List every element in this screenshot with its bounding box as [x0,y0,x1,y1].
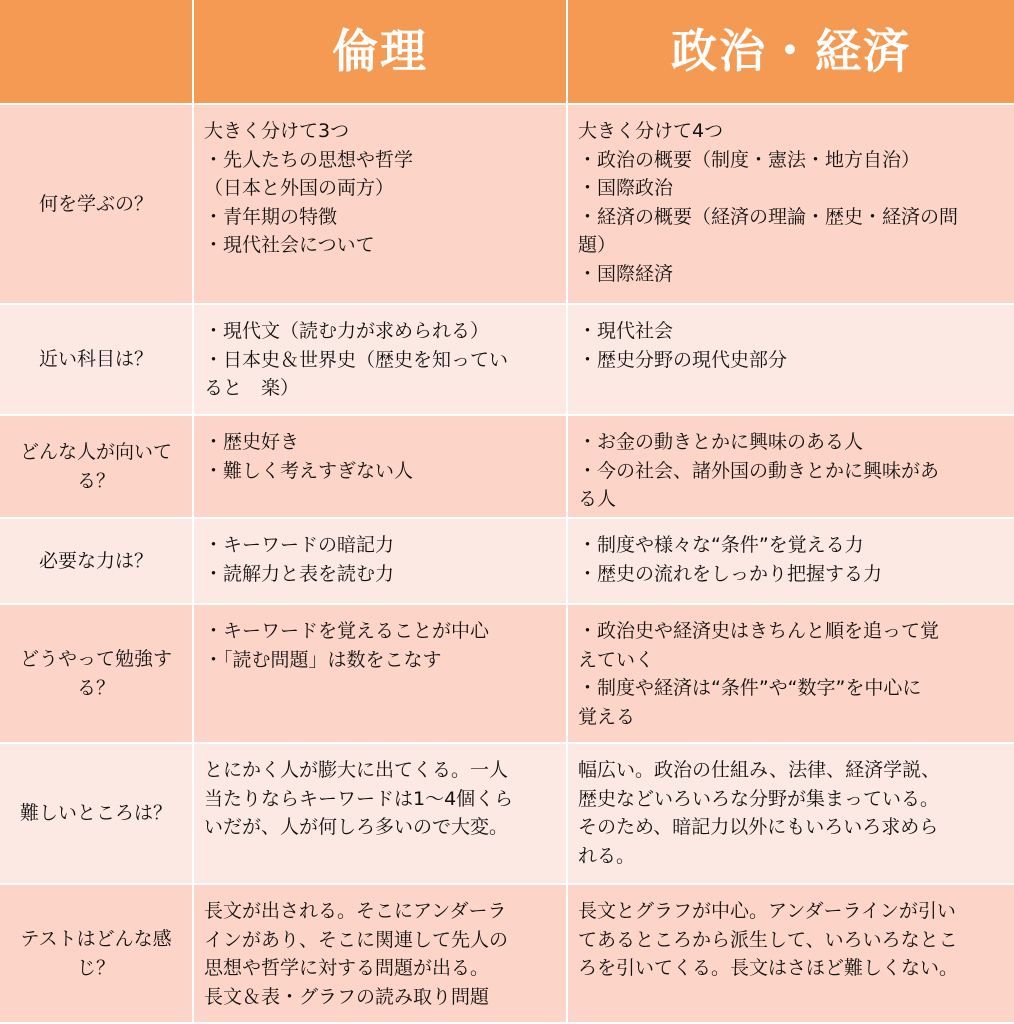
answer-line: ・難しく考えすぎない人 [204,459,414,482]
row-question: 必要な力は？ [0,519,194,605]
header-corner [0,0,194,105]
answer-line: ・政治史や経済史はきちんと順を追って覚 [578,620,940,642]
answer-line: 覚える [578,705,636,728]
row-question: どうやって勉強する？ [0,605,194,744]
answer-line: ・日本史＆世界史（歴史を知ってい [204,348,509,371]
answer-line: ・先人たちの思想や哲学 [204,148,414,171]
answer-line: えていく [578,648,655,671]
answer-line: 幅広い。政治の仕組み、法律、経済学説、 [578,759,941,781]
answer-line: 大きく分けて3つ [204,120,350,142]
answer-line: ・現代社会 [578,320,674,342]
answer-line: ると 楽） [204,377,300,399]
row-question: テストはどんな感じ？ [0,885,194,1024]
answer-line: インがあり、そこに関連して先人の [204,928,509,951]
header-seikei: 政治・経済 [568,0,1014,105]
answer-line: 長文が出される。そこにアンダーラ [204,900,507,922]
seikei-answer [568,105,1014,305]
answer-line: れる。 [578,844,636,867]
answer-line: ・国際政治 [578,177,674,199]
answer-line: ・歴史の流れをしっかり把握する力 [578,562,883,585]
rinri-answer [194,416,568,519]
row-question: 近い科目は？ [0,305,194,416]
answer-line: ・制度や様々な“条件”を覚える力 [578,534,864,556]
answer-line: そのため、暗記力以外にもいろいろ求めら [578,816,939,838]
row-question: 何を学ぶの？ [0,105,194,305]
answer-line: 長文とグラフが中心。アンダーラインが引い [578,900,956,922]
answer-line: ・現代社会について [204,234,375,256]
seikei-answer [568,885,1014,1024]
answer-line: ・政治の概要（制度・憲法・地方自治） [578,148,921,171]
answer-line: ・キーワードを覚えることが中心 [204,620,490,642]
answer-line: ・制度や経済は“条件”や“数字”を中心に [578,677,922,699]
rinri-answer [194,605,568,744]
answer-line: てあるところから派生して、いろいろなとこ [578,928,958,951]
row-question: どんな人が向いてる？ [0,416,194,519]
answer-line: 大きく分けて4つ [578,120,724,142]
rinri-answer [194,744,568,885]
answer-line: 当たりならキーワードは1～4個くら [204,787,514,810]
answer-line: ・歴史分野の現代史部分 [578,348,788,371]
seikei-answer [568,744,1014,885]
answer-line: とにかく人が膨大に出てくる。一人 [204,759,509,781]
answer-line: ・歴史好き [204,431,300,453]
answer-line: ろを引いてくる。長文はさほど難しくない。 [578,957,959,979]
answer-line: ・読解力と表を読む力 [204,562,395,585]
seikei-answer [568,519,1014,605]
seikei-answer [568,605,1014,744]
answer-line: 題） [578,234,617,256]
answer-line: 思想や哲学に対する問題が出る。 [204,957,490,979]
answer-line: ・国際経済 [578,262,674,285]
answer-line: ・お金の動きとかに興味のある人 [578,431,864,453]
rinri-answer [194,885,568,1024]
answer-line: いだが、人が何しろ多いので大変。 [204,816,509,838]
row-question: 難しいところは？ [0,744,194,885]
header-rinri: 倫理 [194,0,568,105]
seikei-answer [568,416,1014,519]
seikei-answer [568,305,1014,416]
answer-line: ・青年期の特徴 [204,205,338,228]
answer-line: （日本と外国の両方） [204,177,395,199]
answer-line: ・「読む問題」は数をこなす [204,648,442,671]
rinri-answer [194,305,568,416]
answer-line: ・現代文（読む力が求められる） [204,320,490,342]
answer-line: ・経済の概要（経済の理論・歴史・経済の問 [578,205,959,228]
answer-line: ・キーワードの暗記力 [204,534,395,556]
answer-line: ・今の社会、諸外国の動きとかに興味があ [578,459,940,482]
answer-line: る人 [578,488,617,510]
answer-line: 歴史などいろいろな分野が集まっている。 [578,787,940,810]
rinri-answer [194,105,568,305]
answer-line: 長文＆表・グラフの読み取り問題 [204,985,490,1008]
rinri-answer [194,519,568,605]
